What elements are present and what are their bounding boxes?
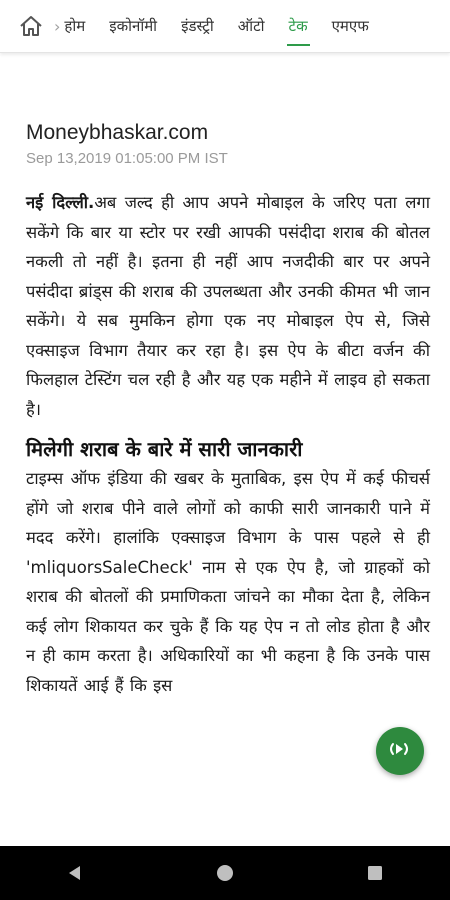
article-dateline: नई दिल्ली. bbox=[26, 193, 95, 212]
article-date: Sep 13,2019 01:05:00 PM IST bbox=[26, 150, 228, 167]
tab-economy[interactable]: इकोनॉमी bbox=[109, 17, 158, 35]
system-nav-bar bbox=[0, 846, 450, 900]
audio-play-button[interactable] bbox=[376, 727, 424, 775]
article-intro bbox=[26, 188, 430, 424]
top-nav bbox=[0, 0, 450, 53]
article-subheading: मिलेगी शराब के बारे में सारी जानकारी bbox=[26, 437, 303, 461]
tab-auto[interactable]: ऑटो bbox=[237, 17, 265, 35]
article-intro-text: अब जल्द ही आप अपने मोबाइल के जरिए पता लगा सकेंगे कि बार या स्टोर पर रखी आपकी पसंदीदा शराब की बोतल नकली तो नहीं है। इतना ही नहीं आप नजदीकी बार पर अपने पसंदीदा ब्रांड्स की शराब की उपलब्धता और उनकी कीमत भी जान सकेंगे। ये सब मुमकिन होगा एक नए मोबाइल ऐप से, जिसे एक्साइज विभाग तैयार कर रहा है। इस ऐप के बीटा वर्जन की फिलहाल टेस्टिंग चल रही है और यह एक महीने में लाइव हो सकता है। bbox=[26, 193, 430, 419]
article-source: Moneybhaskar.com bbox=[26, 121, 209, 144]
back-triangle-icon[interactable] bbox=[55, 853, 95, 893]
article-body: टाइम्स ऑफ इंडिया की खबर के मुताबिक, इस ऐप में कई फीचर्स होंगे जो शराब पीने वाले लोगों को काफी सारी जानकारी पाने में मदद करेंगे। हालांकि एक्साइज विभाग के पास पहले से ही 'mliquorsSaleCheck' नाम से एक ऐप है, जो ग्राहकों को शराब की बोतलों की प्रमाणिकता जांचने का मौका देता है, लेकिन कई लोग शिकायत कर चुके हैं कि यह ऐप न तो लोड होता है और न ही काम करता है। अधिकारियों का भी कहना है कि उनके पास शिकायतें आई हैं कि इस bbox=[26, 469, 430, 695]
chevron-right-icon: › bbox=[54, 16, 61, 36]
tab-mf[interactable]: एमएफ bbox=[331, 17, 369, 35]
home-icon[interactable] bbox=[14, 9, 48, 43]
tab-home[interactable]: होम bbox=[64, 17, 86, 35]
article bbox=[26, 120, 430, 700]
tab-tech[interactable]: टेक bbox=[289, 0, 308, 52]
home-circle-icon[interactable] bbox=[205, 853, 245, 893]
audio-play-icon bbox=[387, 736, 413, 766]
tab-industry[interactable]: इंडस्ट्री bbox=[181, 17, 214, 35]
recents-square-icon[interactable] bbox=[355, 853, 395, 893]
